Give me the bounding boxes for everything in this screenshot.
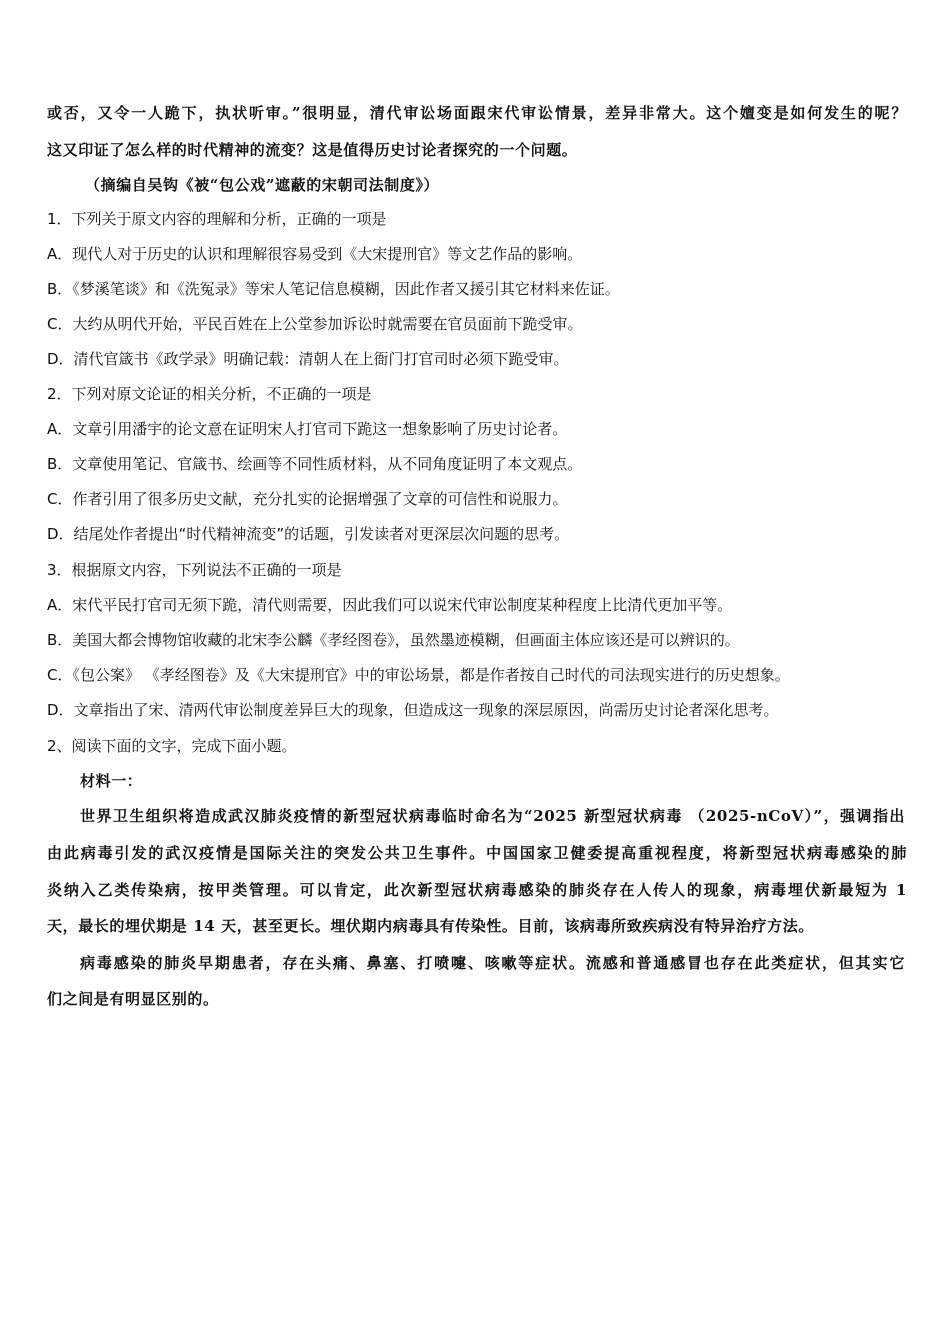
question-3-option-c: C．《包公案》 《孝经图卷》及《大宋提刑官》中的审讼场景，都是作者按自己时代的司法现实进行的历史想象。 (47, 666, 790, 684)
question-3-option-a: A．宋代平民打官司无须下跪，清代则需要，因此我们可以说宋代审讼制度某种程度上比清代更加平等。 (47, 596, 733, 614)
question-3-option-d: D．文章指出了宋、清两代审讼制度差异巨大的现象，但造成这一现象的深层原因，尚需历史讨论者深化思考。 (47, 701, 779, 719)
question-1-option-b: B．《梦溪笔谈》和《洗冤录》等宋人笔记信息模糊，因此作者又援引其它材料来佐证。 (47, 280, 620, 298)
material-para1-line1: 世界卫生组织将造成武汉肺炎疫情的新型冠状病毒临时命名为“2025 新型冠状病毒 （2025-nCoV）”，强调指出 (80, 807, 905, 825)
material-label: 材料一： (80, 772, 143, 790)
material-para1-line4: 天，最长的埋伏期是 14 天，甚至更长。埋伏期内病毒具有传染性。目前，该病毒所致疾病没有特异治疗方法。 (47, 917, 814, 935)
passage-line-1: 或否，又令一人跪下，执状听审。”很明显，清代审讼场面跟宋代审讼情景，差异非常大。这个嬗变是如何发生的呢？ (47, 104, 907, 122)
question-1-option-d: D．清代官箴书《政学录》明确记载：清朝人在上衙门打官司时必须下跪受审。 (47, 350, 569, 368)
question-1-option-c: C．大约从明代开始，平民百姓在上公堂参加诉讼时就需要在官员面前下跪受审。 (47, 315, 583, 333)
question-2-stem: 2．下列对原文论证的相关分析，不正确的一项是 (47, 385, 372, 403)
question-3-option-b: B．美国大都会博物馆收藏的北宋李公麟《孝经图卷》，虽然墨迹模糊，但画面主体应该还是可以辨识的。 (47, 631, 740, 649)
material-para2-line1: 病毒感染的肺炎早期患者，存在头痛、鼻塞、打喷嚏、咳嗽等症状。流感和普通感冒也存在此类症状，但其实它 (80, 954, 905, 972)
material-para1-line3: 炎纳入乙类传染病，按甲类管理。可以肯定，此次新型冠状病毒感染的肺炎存在人传人的现象，病毒埋伏新最短为 1 (47, 881, 907, 899)
question-2-option-c: C．作者引用了很多历史文献，充分扎实的论据增强了文章的可信性和说服力。 (47, 490, 568, 508)
section-2-heading: 2、阅读下面的文字，完成下面小题。 (47, 737, 297, 755)
material-para2-line2: 们之间是有明显区别的。 (47, 990, 219, 1008)
question-3-stem: 3．根据原文内容，下列说法不正确的一项是 (47, 561, 342, 579)
passage-line-2: 这又印证了怎么样的时代精神的流变？这是值得历史讨论者探究的一个问题。 (47, 141, 578, 159)
question-2-option-b: B．文章使用笔记、官箴书、绘画等不同性质材料，从不同角度证明了本文观点。 (47, 455, 583, 473)
source-citation: （摘编自吴钩《被“包公戏”遮蔽的宋朝司法制度》） (85, 176, 440, 194)
material-para1-line2: 由此病毒引发的武汉疫情是国际关注的突发公共卫生事件。中国国家卫健委提高重视程度，将新型冠状病毒感染的肺 (47, 844, 907, 862)
question-2-option-d: D．结尾处作者提出“时代精神流变”的话题，引发读者对更深层次问题的思考。 (47, 525, 570, 543)
question-2-option-a: A．文章引用潘宇的论文意在证明宋人打官司下跪这一想象影响了历史讨论者。 (47, 420, 568, 438)
question-1-stem: 1．下列关于原文内容的理解和分析，正确的一项是 (47, 210, 387, 228)
question-1-option-a: A．现代人对于历史的认识和理解很容易受到《大宋提刑官》等文艺作品的影响。 (47, 245, 583, 263)
